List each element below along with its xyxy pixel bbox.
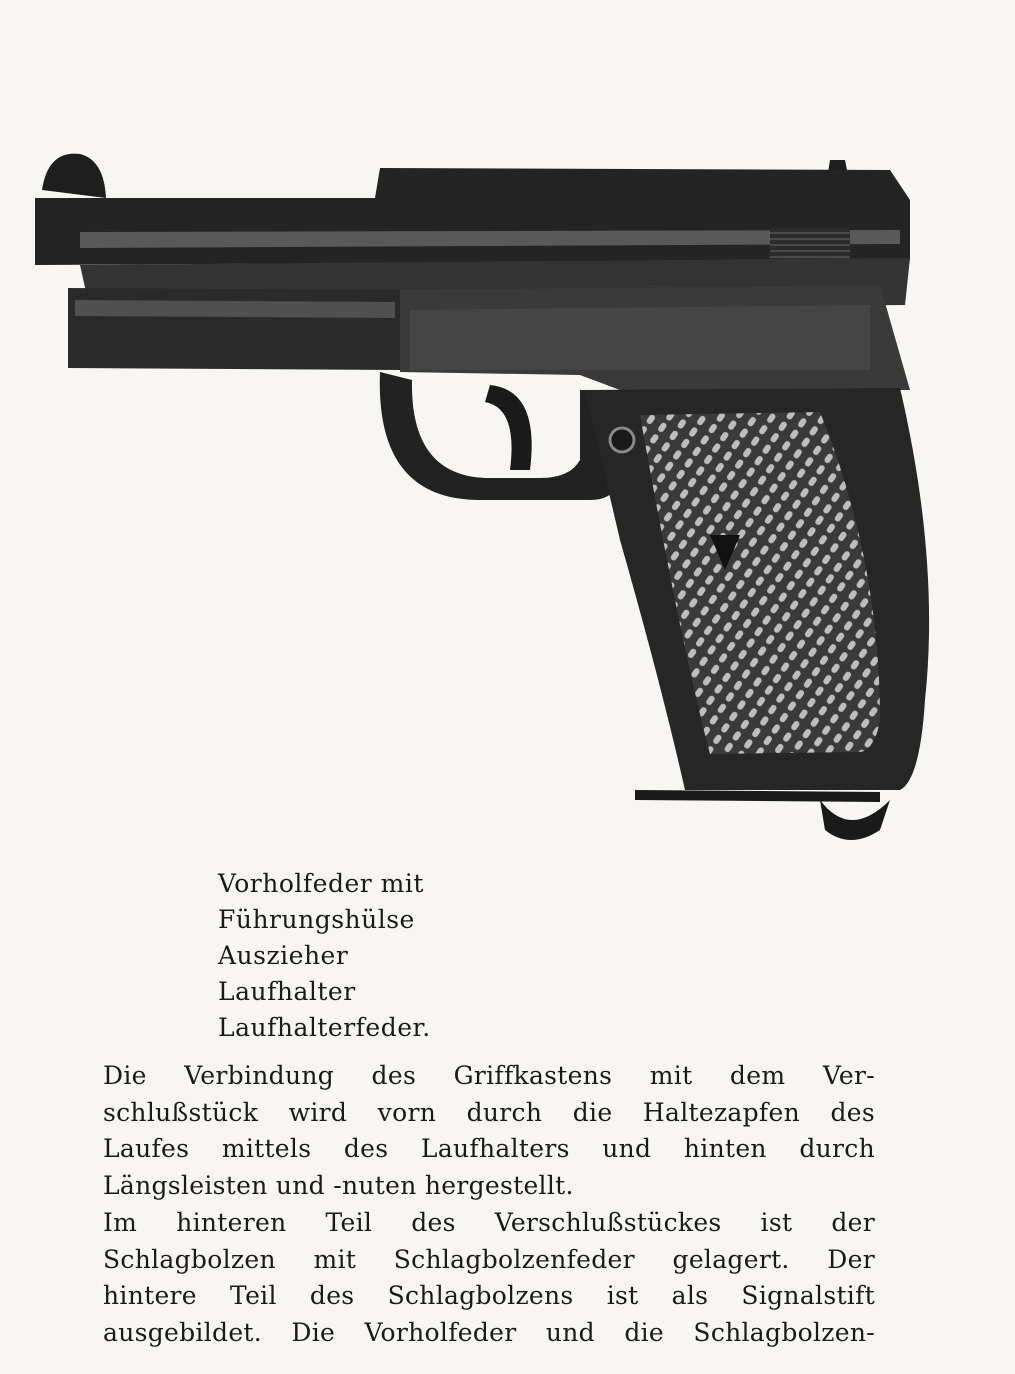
paragraph-connection xyxy=(103,1058,875,1204)
parts-list-item: Laufhalterfeder. xyxy=(218,1013,431,1042)
text-line: Laufes mittels des Laufhalters und hinten durch xyxy=(103,1134,875,1163)
parts-list-item: Auszieher xyxy=(218,941,349,970)
parts-list-item: Führungshülse xyxy=(218,905,415,934)
text-line: Im hinteren Teil des Verschlußstückes ist der xyxy=(103,1208,875,1237)
text-line: Schlagbolzen mit Schlagbolzenfeder gelagert. Der xyxy=(103,1244,875,1274)
text-line: ausgebildet. Die Vorholfeder und die Schlagbolzen- xyxy=(103,1317,875,1347)
text-line: schlußstück wird vorn durch die Haltezapfen des xyxy=(103,1097,875,1127)
parts-list-item: Vorholfeder mit xyxy=(218,869,424,898)
text-line: Die Verbindung des Griffkastens mit dem Ver- xyxy=(103,1061,875,1090)
text-line: Längsleisten und -nuten hergestellt. xyxy=(103,1170,574,1200)
pistol-illustration xyxy=(20,140,940,840)
text-line: hintere Teil des Schlagbolzens ist als Signalstift xyxy=(103,1281,875,1310)
parts-list-item: Laufhalter xyxy=(218,977,356,1006)
paragraph-firing-pin xyxy=(103,1205,875,1351)
parts-list xyxy=(218,866,431,1046)
